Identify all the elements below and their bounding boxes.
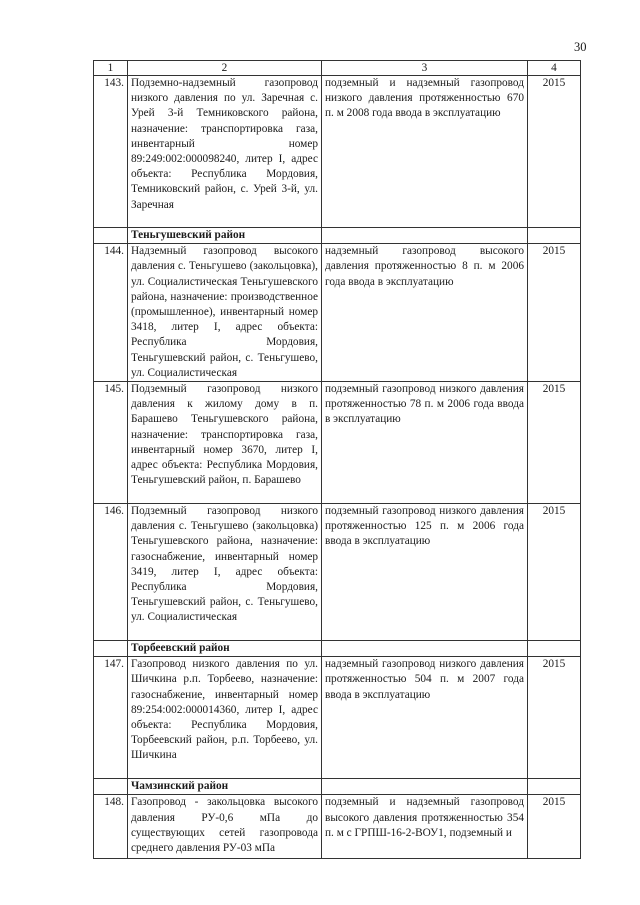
year-value: 2015 (528, 76, 581, 228)
empty-cell (322, 779, 528, 795)
object-name: Подземный газопровод низкого давления с. Теньгушево (закольцовка) Теньгушевского района, назначение: газоснабжение, инвентарный номер 3419, литер I, адрес объекта: Республика Мордовия, Теньгушевский район, с. Теньгушево, ул. Социалистическая (128, 504, 322, 641)
object-description: надземный газопровод низкого давления протяженностью 504 п. м 2007 года ввода в эксплуатацию (322, 657, 528, 779)
district-name: Чамзинский район (128, 779, 322, 795)
column-number-header (94, 61, 581, 76)
object-name: Подземный газопровод низкого давления к жилому дому в п. Барашево Теньгушевского района, назначение: транспортировка газа, инвентарный номер 3670, литер I, адрес объекта: Республика Мордовия, Теньгушевский район, п. Барашево (128, 382, 322, 504)
year-value: 2015 (528, 504, 581, 641)
column-header: 4 (528, 61, 581, 76)
column-header: 2 (128, 61, 322, 76)
page-number: 30 (574, 40, 587, 54)
empty-cell (528, 228, 581, 244)
object-name: Газопровод - закольцовка высокого давления РУ-0,6 мПа до существующих сетей газопровода среднего давления РУ-03 мПа (128, 795, 322, 859)
item-number: 144. (94, 244, 128, 382)
district-header-row (94, 779, 581, 795)
property-registry-table (93, 60, 581, 859)
item-number: 143. (94, 76, 128, 228)
table-row (94, 76, 581, 228)
object-name: Газопровод низкого давления по ул. Шичкина р.п. Торбеево, назначение: газоснабжение, инвентарный номер 89:254:002:000014360, литер I, адрес объекта: Республика Мордовия, Торбеевский район, р.п. Торбеево, ул. Шичкина (128, 657, 322, 779)
object-name: Надземный газопровод высокого давления с. Теньгушево (закольцовка), ул. Социалистическая Теньгушевского района, назначение: производственное (промышленное), инвентарный номер 3418, литер I, адрес объекта: Республика Мордовия, Теньгушевский район, с. Теньгушево, ул. Социалистическая (128, 244, 322, 382)
object-description: надземный газопровод высокого давления протяженностью 8 п. м 2006 года ввода в эксплуатацию (322, 244, 528, 382)
year-value: 2015 (528, 244, 581, 382)
empty-cell (94, 779, 128, 795)
district-name: Теньгушевский район (128, 228, 322, 244)
year-value: 2015 (528, 657, 581, 779)
table-row (94, 504, 581, 641)
district-header-row (94, 228, 581, 244)
empty-cell (528, 641, 581, 657)
empty-cell (322, 228, 528, 244)
column-header: 3 (322, 61, 528, 76)
object-description: подземный газопровод низкого давления протяженностью 125 п. м 2006 года ввода в эксплуатацию (322, 504, 528, 641)
year-value: 2015 (528, 382, 581, 504)
item-number: 146. (94, 504, 128, 641)
district-name: Торбеевский район (128, 641, 322, 657)
table-row (94, 244, 581, 382)
empty-cell (94, 228, 128, 244)
item-number: 147. (94, 657, 128, 779)
column-header: 1 (94, 61, 128, 76)
empty-cell (322, 641, 528, 657)
item-number: 148. (94, 795, 128, 859)
empty-cell (94, 641, 128, 657)
object-description: подземный и надземный газопровод высокого давления протяженностью 354 п. м с ГРПШ-16-2-ВОУ1, подземный и (322, 795, 528, 859)
table-row (94, 382, 581, 504)
object-name: Подземно-надземный газопровод низкого давления по ул. Заречная с. Урей 3-й Темниковского района, назначение: транспортировка газа, инвентарный номер 89:249:002:000098240, литер I, адрес объекта: Республика Мордовия, Темниковский район, с. Урей 3-й, ул. Заречная (128, 76, 322, 228)
table-row (94, 795, 581, 859)
item-number: 145. (94, 382, 128, 504)
empty-cell (528, 779, 581, 795)
object-description: подземный и надземный газопровод низкого давления протяженностью 670 п. м 2008 года ввода в эксплуатацию (322, 76, 528, 228)
object-description: подземный газопровод низкого давления протяженностью 78 п. м 2006 года ввода в эксплуатацию (322, 382, 528, 504)
year-value: 2015 (528, 795, 581, 859)
district-header-row (94, 641, 581, 657)
table-body (94, 61, 581, 859)
table-row (94, 657, 581, 779)
